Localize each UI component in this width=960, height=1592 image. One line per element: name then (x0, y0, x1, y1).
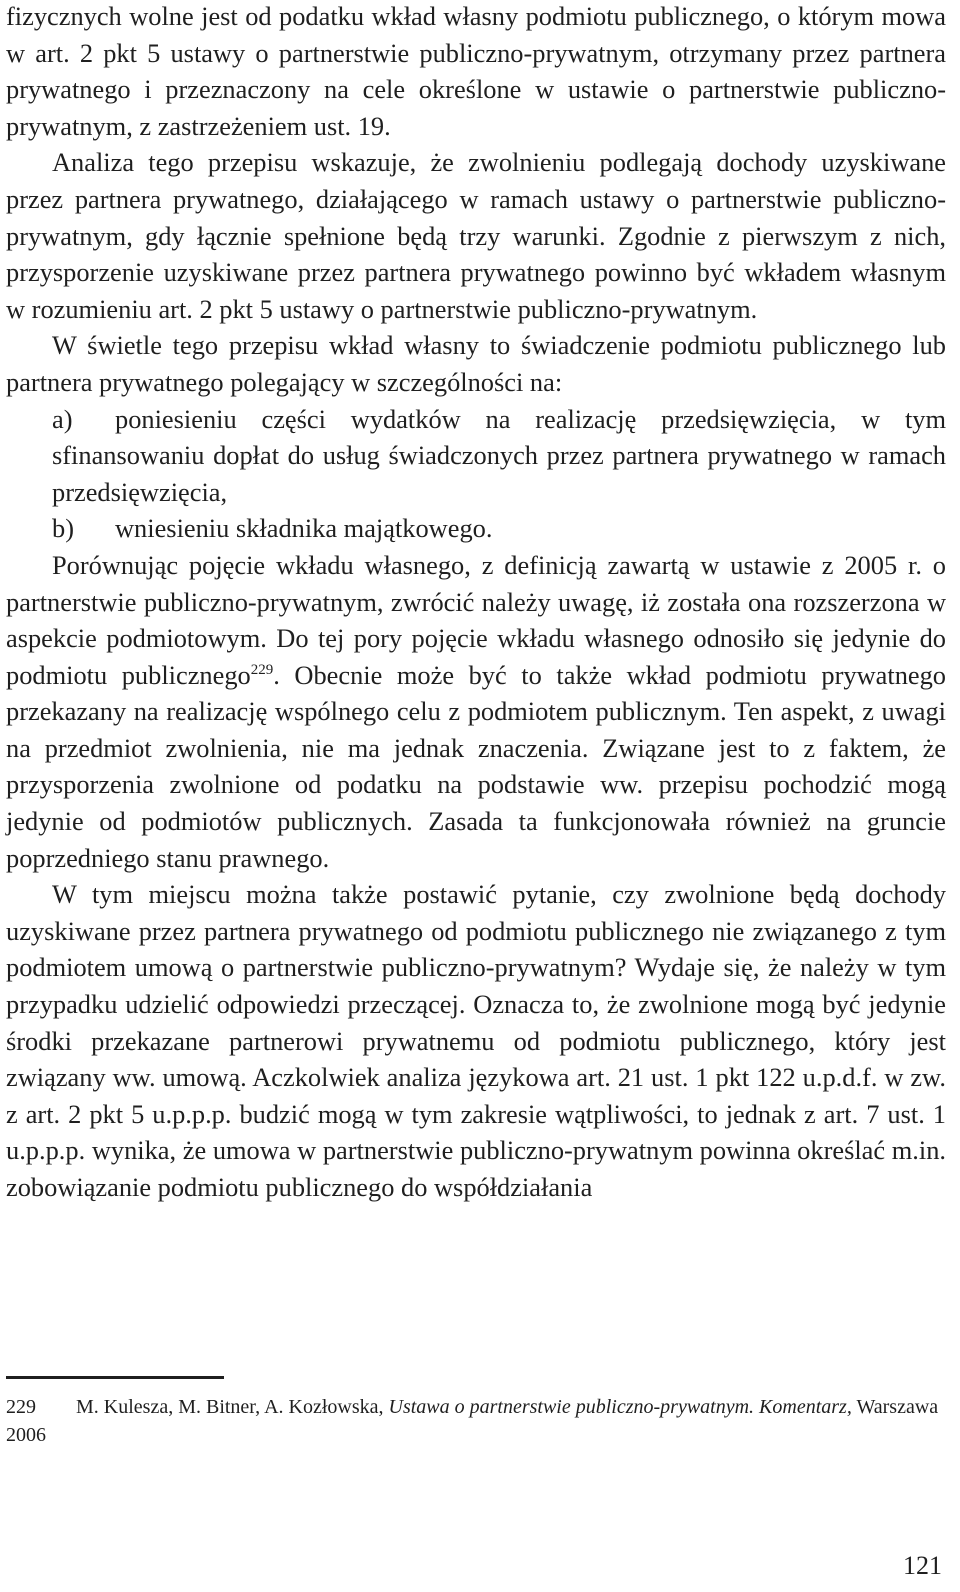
footnote-authors: M. Kulesza, M. Bitner, A. Kozłowska, (76, 1396, 389, 1418)
footnote-title: Ustawa o partnerstwie publiczno-prywatnym. Komentarz, (388, 1396, 852, 1418)
paragraph-4-part-2: . Obecnie może być to także wkład podmiotu prywatnego przekazany na realizację wspólnego celu z podmiotem publicznym. Ten aspekt, z uwagi na przedmiot zwolnienia, nie ma jednak znaczenia. Związane jest to z faktem, że przysporzenia zwolnione od podatku na podstawie ww. przepisu pochodzić mogą jedynie od podmiotów publicznych. Zasada ta funkcjonowała również na gruncie poprzedniego stanu prawnego. (6, 659, 946, 873)
paragraph-1: fizycznych wolne jest od podatku wkład własny podmiotu publicznego, o którym mowa w art. 2 pkt 5 ustawy o partnerstwie publiczno-prywatnym, otrzymany przez partnera prywatnego i przeznaczony na cele określone w ustawie o partnerstwie publiczno-prywatnym, z zastrzeżeniem ust. 19. (6, 1, 946, 141)
footnote-reference: 229 (250, 661, 274, 678)
paragraph-2: Analiza tego przepisu wskazuje, że zwolnieniu podlegają dochody uzyskiwane przez partnera prywatnego, działającego w ramach ustawy o partnerstwie publiczno-prywatnym, gdy łącznie spełnione będą trzy warunki. Zgodnie z pierwszym z nich, przysporzenie uzyskiwane przez partnera prywatnego powinno być wkładem własnym w rozumieniu art. 2 pkt 5 ustawy o partnerstwie publiczno-prywatnym. (6, 147, 946, 324)
paragraph-4 (6, 547, 946, 876)
list-text-a: poniesieniu części wydatków na realizację przedsięwzięcia, w tym sfinansowaniu dopłat do usług świadczonych przez partnera prywatnego w ramach przedsięwzięcia, (52, 403, 946, 507)
list-marker-b: b) (52, 513, 74, 544)
footnote-place-year: Warszawa 2006 (6, 1396, 939, 1446)
footnotes (6, 1393, 946, 1449)
paragraph-4-part-1: Porównując pojęcie wkładu własnego, z definicją zawartą w ustawie z 2005 r. o partnerstwie publiczno-prywatnym, zwrócić należy uwagę, iż została ona rozszerzona w aspekcie podmiotowym. Do tej pory pojęcie wkładu własnego odnosiło się jedynie do podmiotu publicznego (6, 549, 946, 690)
list-item-a (6, 401, 946, 511)
body-text (6, 0, 946, 1206)
paragraph-3: W świetle tego przepisu wkład własny to świadczenie podmiotu publicznego lub partnera prywatnego polegający w szczególności na: (6, 330, 946, 397)
list-text-b: wniesieniu składnika majątkowego. (115, 513, 493, 544)
list-item-b (6, 510, 946, 547)
paragraph-5: W tym miejscu można także postawić pytanie, czy zwolnione będą dochody uzyskiwane przez partnera prywatnego od podmiotu publicznego nie związanego z tym podmiotem umową o partnerstwie publiczno-prywatnym? Wydaje się, że należy w tym przypadku udzielić odpowiedzi przeczącej. Oznacza to, że zwolnione mogą być jedynie środki przekazane partnerowi prywatnemu od podmiotu publicznego, który jest związany ww. umową. Aczkolwiek analiza językowa art. 21 ust. 1 pkt 122 u.p.d.f. w zw. z art. 2 pkt 5 u.p.p.p. budzić mogą w tym zakresie wątpliwości, to jednak z art. 7 ust. 1 u.p.p.p. wynika, że umowa w partnerstwie publiczno-prywatnym powinna określać m.in. zobowiązanie podmiotu publicznego do współdziałania (6, 879, 946, 1202)
page-number: 121 (903, 1551, 942, 1580)
footnote-number: 229 (6, 1396, 36, 1418)
footnote-separator (6, 1376, 224, 1379)
list-marker-a: a) (52, 403, 73, 434)
footnote-229 (6, 1393, 946, 1449)
